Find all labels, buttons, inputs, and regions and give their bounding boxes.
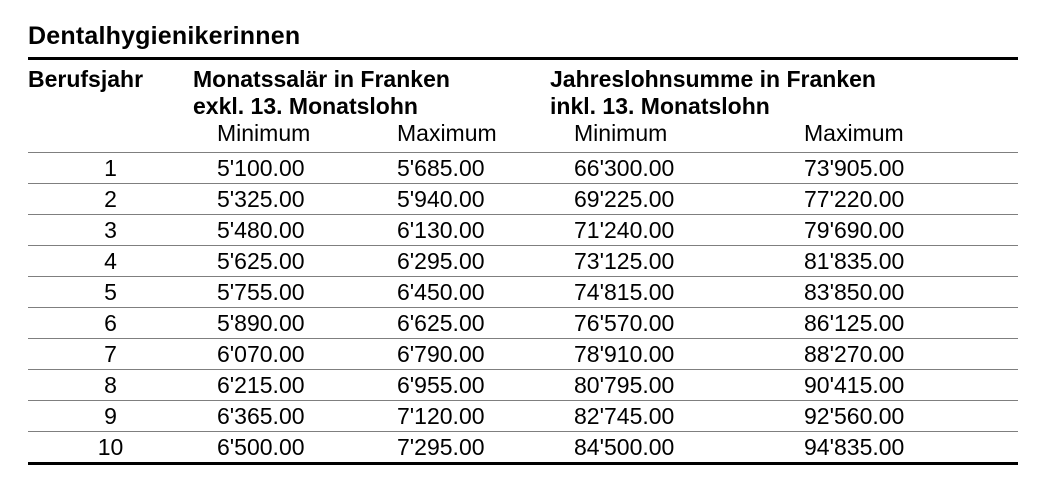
cell-monthly-max: 7'120.00 [373, 401, 550, 432]
cell-monthly-min: 5'325.00 [193, 184, 373, 215]
subheader-annual-minimum: Minimum [550, 120, 780, 153]
table-header [28, 59, 1018, 153]
cell-berufsjahr: 6 [28, 308, 193, 339]
cell-monthly-max: 6'790.00 [373, 339, 550, 370]
subheader-monthly-maximum: Maximum [373, 120, 550, 153]
cell-annual-min: 76'570.00 [550, 308, 780, 339]
page-title: Dentalhygienikerinnen [28, 22, 301, 50]
table-row [28, 246, 1018, 277]
cell-berufsjahr: 1 [28, 153, 193, 184]
cell-berufsjahr: 9 [28, 401, 193, 432]
cell-annual-min: 78'910.00 [550, 339, 780, 370]
cell-monthly-min: 5'625.00 [193, 246, 373, 277]
cell-annual-max: 92'560.00 [780, 401, 1018, 432]
cell-monthly-max: 5'940.00 [373, 184, 550, 215]
cell-annual-min: 73'125.00 [550, 246, 780, 277]
table-row [28, 277, 1018, 308]
cell-annual-max: 90'415.00 [780, 370, 1018, 401]
column-group-annual-salary [550, 59, 1018, 121]
table-row [28, 153, 1018, 184]
table-row [28, 308, 1018, 339]
cell-monthly-min: 5'755.00 [193, 277, 373, 308]
table-row [28, 184, 1018, 215]
cell-annual-min: 74'815.00 [550, 277, 780, 308]
table-row [28, 370, 1018, 401]
document [28, 22, 1018, 465]
cell-annual-max: 88'270.00 [780, 339, 1018, 370]
subheader-monthly-minimum: Minimum [193, 120, 373, 153]
cell-annual-min: 66'300.00 [550, 153, 780, 184]
column-group-monthly-salary [193, 59, 550, 121]
cell-annual-max: 94'835.00 [780, 432, 1018, 464]
column-group-monthly-salary-line2: exkl. 13. Monatslohn [193, 93, 418, 119]
cell-berufsjahr: 4 [28, 246, 193, 277]
column-group-annual-salary-line2: inkl. 13. Monatslohn [550, 93, 770, 119]
subheader-row [28, 120, 1018, 153]
cell-monthly-min: 6'215.00 [193, 370, 373, 401]
table-row [28, 215, 1018, 246]
cell-monthly-min: 5'100.00 [193, 153, 373, 184]
cell-annual-max: 79'690.00 [780, 215, 1018, 246]
cell-monthly-min: 6'500.00 [193, 432, 373, 464]
cell-monthly-max: 6'450.00 [373, 277, 550, 308]
cell-annual-min: 71'240.00 [550, 215, 780, 246]
column-header-berufsjahr-label: Berufsjahr [28, 66, 144, 92]
subheader-annual-maximum: Maximum [780, 120, 1018, 153]
subheader-empty [28, 120, 193, 153]
cell-monthly-max: 6'625.00 [373, 308, 550, 339]
column-group-annual-salary-line1: Jahreslohnsumme in Franken [550, 66, 876, 92]
cell-monthly-max: 5'685.00 [373, 153, 550, 184]
cell-monthly-min: 6'070.00 [193, 339, 373, 370]
column-header-berufsjahr [28, 59, 193, 121]
cell-berufsjahr: 10 [28, 432, 193, 464]
cell-monthly-min: 5'890.00 [193, 308, 373, 339]
cell-annual-max: 77'220.00 [780, 184, 1018, 215]
cell-berufsjahr: 3 [28, 215, 193, 246]
cell-berufsjahr: 2 [28, 184, 193, 215]
cell-annual-min: 82'745.00 [550, 401, 780, 432]
salary-table [28, 57, 1018, 465]
table-row [28, 432, 1018, 464]
cell-monthly-min: 6'365.00 [193, 401, 373, 432]
cell-annual-min: 84'500.00 [550, 432, 780, 464]
cell-annual-max: 81'835.00 [780, 246, 1018, 277]
table-row [28, 339, 1018, 370]
cell-monthly-max: 6'955.00 [373, 370, 550, 401]
cell-monthly-min: 5'480.00 [193, 215, 373, 246]
table-row [28, 401, 1018, 432]
table-body [28, 153, 1018, 464]
cell-berufsjahr: 7 [28, 339, 193, 370]
cell-monthly-max: 6'295.00 [373, 246, 550, 277]
cell-annual-max: 73'905.00 [780, 153, 1018, 184]
column-group-monthly-salary-line1: Monatssalär in Franken [193, 66, 450, 92]
cell-monthly-max: 6'130.00 [373, 215, 550, 246]
cell-annual-min: 69'225.00 [550, 184, 780, 215]
cell-berufsjahr: 5 [28, 277, 193, 308]
cell-berufsjahr: 8 [28, 370, 193, 401]
cell-annual-min: 80'795.00 [550, 370, 780, 401]
cell-annual-max: 83'850.00 [780, 277, 1018, 308]
cell-annual-max: 86'125.00 [780, 308, 1018, 339]
cell-monthly-max: 7'295.00 [373, 432, 550, 464]
group-header-row [28, 59, 1018, 121]
